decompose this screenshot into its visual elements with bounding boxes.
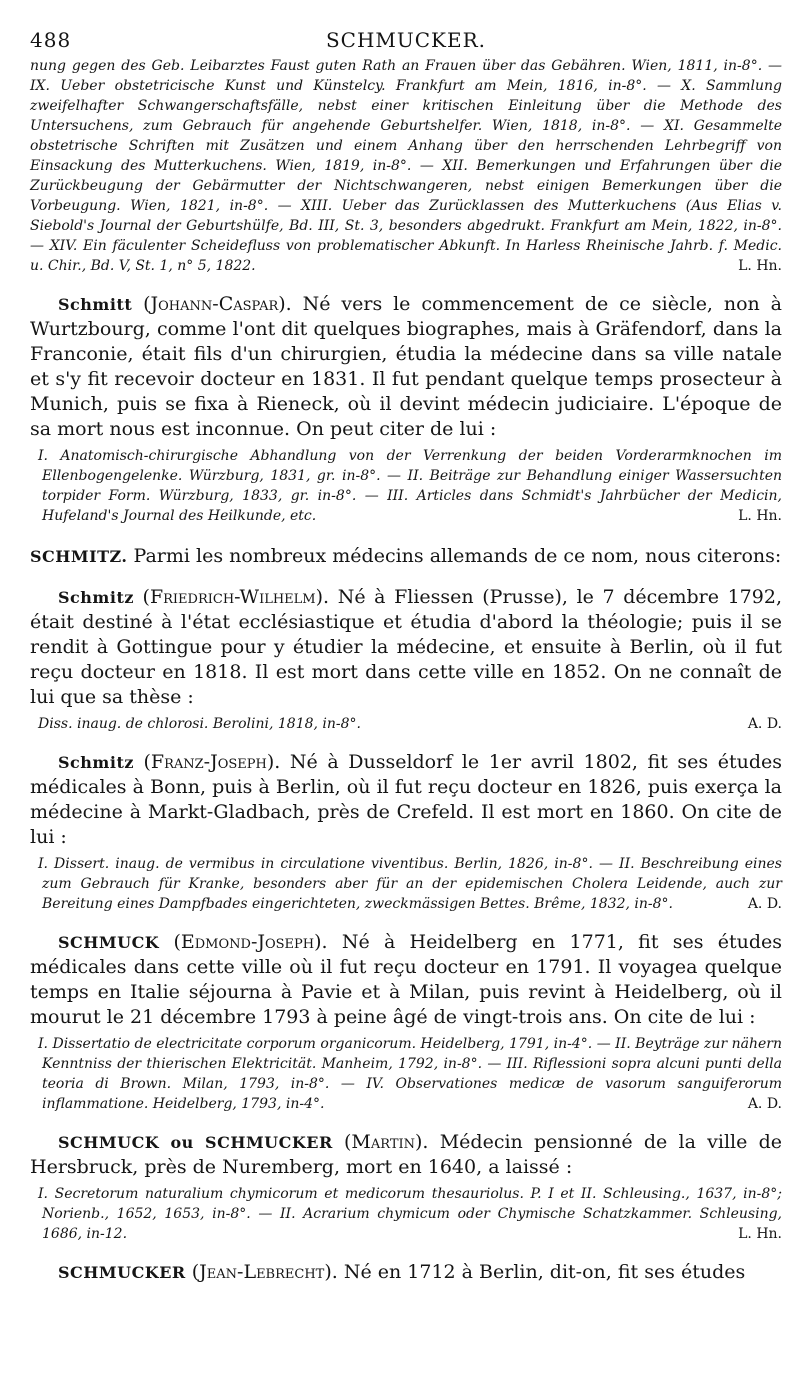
entry-body — [30, 585, 782, 710]
entry-refs-text: Diss. inaug. de chlorosi. Berolini, 1818, in-8°. — [38, 716, 361, 732]
entry-body — [30, 930, 782, 1030]
entry-headword: SCHMUCKER — [58, 1263, 186, 1282]
continuation-entry — [30, 56, 782, 276]
page-number: 488 — [30, 28, 72, 52]
entry-text: Né vers le commencement de ce siècle, non à Wurtzbourg, comme l'ont dit quelques biographes, mais à Gräfendorf, dans la Franconie, était fils d'un chirurgien, étudia la médecine dans sa ville natale et s'y fit recevoir docteur en 1831. Il fut pendant quelque temps prosecteur à Munich, puis se fixa à Rieneck, où il devint médecin judiciaire. L'époque de sa mort nous est inconnue. On peut citer de lui : — [30, 293, 783, 440]
entry-given-name: (Martin). — [344, 1131, 429, 1153]
entry-given-name: (Jean-Lebrecht). — [191, 1261, 338, 1283]
entry-references — [38, 1184, 782, 1244]
entry-text: Né en 1712 à Berlin, dit-on, fit ses études — [343, 1261, 746, 1283]
entry-text: Né à Heidelberg en 1771, fit ses études médicales dans cette ville où il fut reçu docteur en 1791. Il voyagea quelque temps en Italie séjourna à Pavie et à Milan, puis revint à Heidelberg, où il mourut le 21 décembre 1793 à peine âgé de vingt-trois ans. On cite de lui : — [30, 931, 782, 1028]
entry-schmitz-franz-joseph — [30, 750, 782, 914]
entry-text: Médecin pensionné de la ville de Hersbruck, près de Nuremberg, mort en 1640, a laissé : — [30, 1131, 783, 1178]
entry-headword: SCHMITZ. — [30, 547, 128, 566]
entry-headword: SCHMUCK — [58, 933, 160, 952]
entry-refs-text: I. Secretorum naturalium chymicorum et medicorum thesauriolus. P. I et II. Schleusing., 1637, in-8°; Norienb., 1652, 1653, in-8°. — II. Acrarium chymicum oder Chymische Schatzkammer. Schleusing, 1686, in-12. — [38, 1186, 782, 1242]
entry-body — [30, 750, 782, 850]
entry-body — [30, 292, 782, 442]
entry-refs-text: I. Anatomisch-chirurgische Abhandlung von der Verrenkung der beiden Vorderarmknochen im Ellenbogengelenke. Würzburg, 1831, gr. in-8°. — II. Beiträge zur Behandlung einiger Wassersuchten torpider Form. Würzburg, 1833, gr. in-8°. — III. Articles dans Schmidt's Jahrbücher der Medicin, Hufeland's Journal des Heilkunde, etc. — [38, 448, 782, 524]
entry-refs-text: I. Dissertatio de electricitate corporum organicorum. Heidelberg, 1791, in-4°. — II. Beyträge zur nähern Kenntniss der thierischen Elektricität. Manheim, 1792, in-8°. — III. Riflessioni sopra alcuni punti della teoria di Brown. Milan, 1793, in-8°. — IV. Observationes medicæ de vasorum sanguiferorum inflammatione. Heidelberg, 1793, in-4°. — [38, 1036, 782, 1112]
entry-given-name: (Franz-Joseph). — [143, 751, 281, 773]
entry-given-name: (Johann-Caspar). — [143, 293, 292, 315]
entry-signature: L. Hn. — [738, 1226, 782, 1242]
entry-text: Né à Dusseldorf le 1er avril 1802, fit ses études médicales à Bonn, puis à Berlin, où il fut reçu docteur en 1826, puis exerça la médecine à Markt-Gladbach, près de Crefeld. Il est mort en 1860. On cite de lui : — [30, 751, 782, 848]
entry-references — [38, 854, 782, 914]
entry-schmitz-friedrich-wilhelm — [30, 585, 782, 734]
entry-signature: L. Hn. — [738, 508, 782, 524]
running-title: SCHMUCKER. — [325, 28, 487, 52]
dictionary-page — [30, 0, 782, 1285]
entry-text: Parmi les nombreux médecins allemands de ce nom, nous citerons: — [133, 545, 782, 567]
entry-schmitz-intro — [30, 544, 782, 569]
entry-schmuck-edmond-joseph — [30, 930, 782, 1114]
continuation-signature: L. Hn. — [738, 258, 782, 274]
entry-schmitt-johann-caspar — [30, 292, 782, 526]
entry-body — [30, 1130, 782, 1180]
entry-schmuck-martin — [30, 1130, 782, 1244]
continuation-text: nung gegen des Geb. Leibarztes Faust guten Rath an Frauen über das Gebähren. Wien, 1811, in-8°. — IX. Ueber obstetricische Kunst und Künstelcy. Frankfurt am Mein, 1816, in-8°. — X. Sammlung zweifelhafter Schwangerschaftsfälle, nebst einer kritischen Einleitung über die Methode des Untersuchens, zum Gebrauch für angehende Geburtshelfer. Wien, 1818, in-8°. — XI. Gesammelte obstetrische Schriften mit Zusätzen und einem Anhang über den herrschenden Lehrbegriff von Einsackung des Mutterkuchens. Wien, 1819, in-8°. — XII. Bemerkungen und Erfahrungen über die Zurückbeugung der Gebärmutter der Nichtschwangeren, nebst einigen Bemerkungen über die Vorbeugung. Wien, 1821, in-8°. — XIII. Ueber das Zurücklassen des Mutterkuchens (Aus Elias v. Siebold's Journal der Geburtshülfe, Bd. III, St. 3, besonders abgedrukt. Frankfurt am Mein, 1822, in-8°. — XIV. Ein fäculenter Scheidefluss von problematischer Abkunft. In Harless Rheinische Jahrb. f. Medic. u. Chir., Bd. V, St. 1, n° 5, 1822. — [30, 58, 782, 274]
entry-body — [30, 1260, 782, 1285]
entry-references — [38, 714, 782, 734]
entry-signature: A. D. — [747, 896, 782, 912]
entry-headword: SCHMUCK ou SCHMUCKER — [58, 1133, 333, 1152]
entry-headword: Schmitz — [58, 588, 134, 607]
page-header — [30, 28, 782, 56]
entry-headword: Schmitz — [58, 753, 134, 772]
entry-given-name: (Edmond-Joseph). — [173, 931, 328, 953]
entry-references — [38, 446, 782, 526]
entry-schmucker-jean-lebrecht — [30, 1260, 782, 1285]
entry-given-name: (Friedrich-Wilhelm). — [142, 586, 330, 608]
entry-body — [30, 544, 782, 569]
entry-references — [38, 1034, 782, 1114]
entry-refs-text: I. Dissert. inaug. de vermibus in circulatione viventibus. Berlin, 1826, in-8°. — II. Beschreibung eines zum Gebrauch für Kranke, besonders aber für an der epidemischen Cholera Leidende, auch zur Bereitung eines Dampfbades eingerichteten, zweckmässigen Bettes. Brême, 1832, in-8°. — [38, 856, 782, 912]
entry-signature: A. D. — [747, 716, 782, 732]
entry-text: Né à Fliessen (Prusse), le 7 décembre 1792, était destiné à l'état ecclésiastique et étudia d'abord la théologie; puis il se rendit à Gottingue pour y étudier la médecine, et ensuite à Berlin, où il fut reçu docteur en 1818. Il est mort dans cette ville en 1852. On ne connaît de lui que sa thèse : — [30, 586, 782, 708]
entry-headword: Schmitt — [58, 295, 133, 314]
entry-signature: A. D. — [747, 1096, 782, 1112]
